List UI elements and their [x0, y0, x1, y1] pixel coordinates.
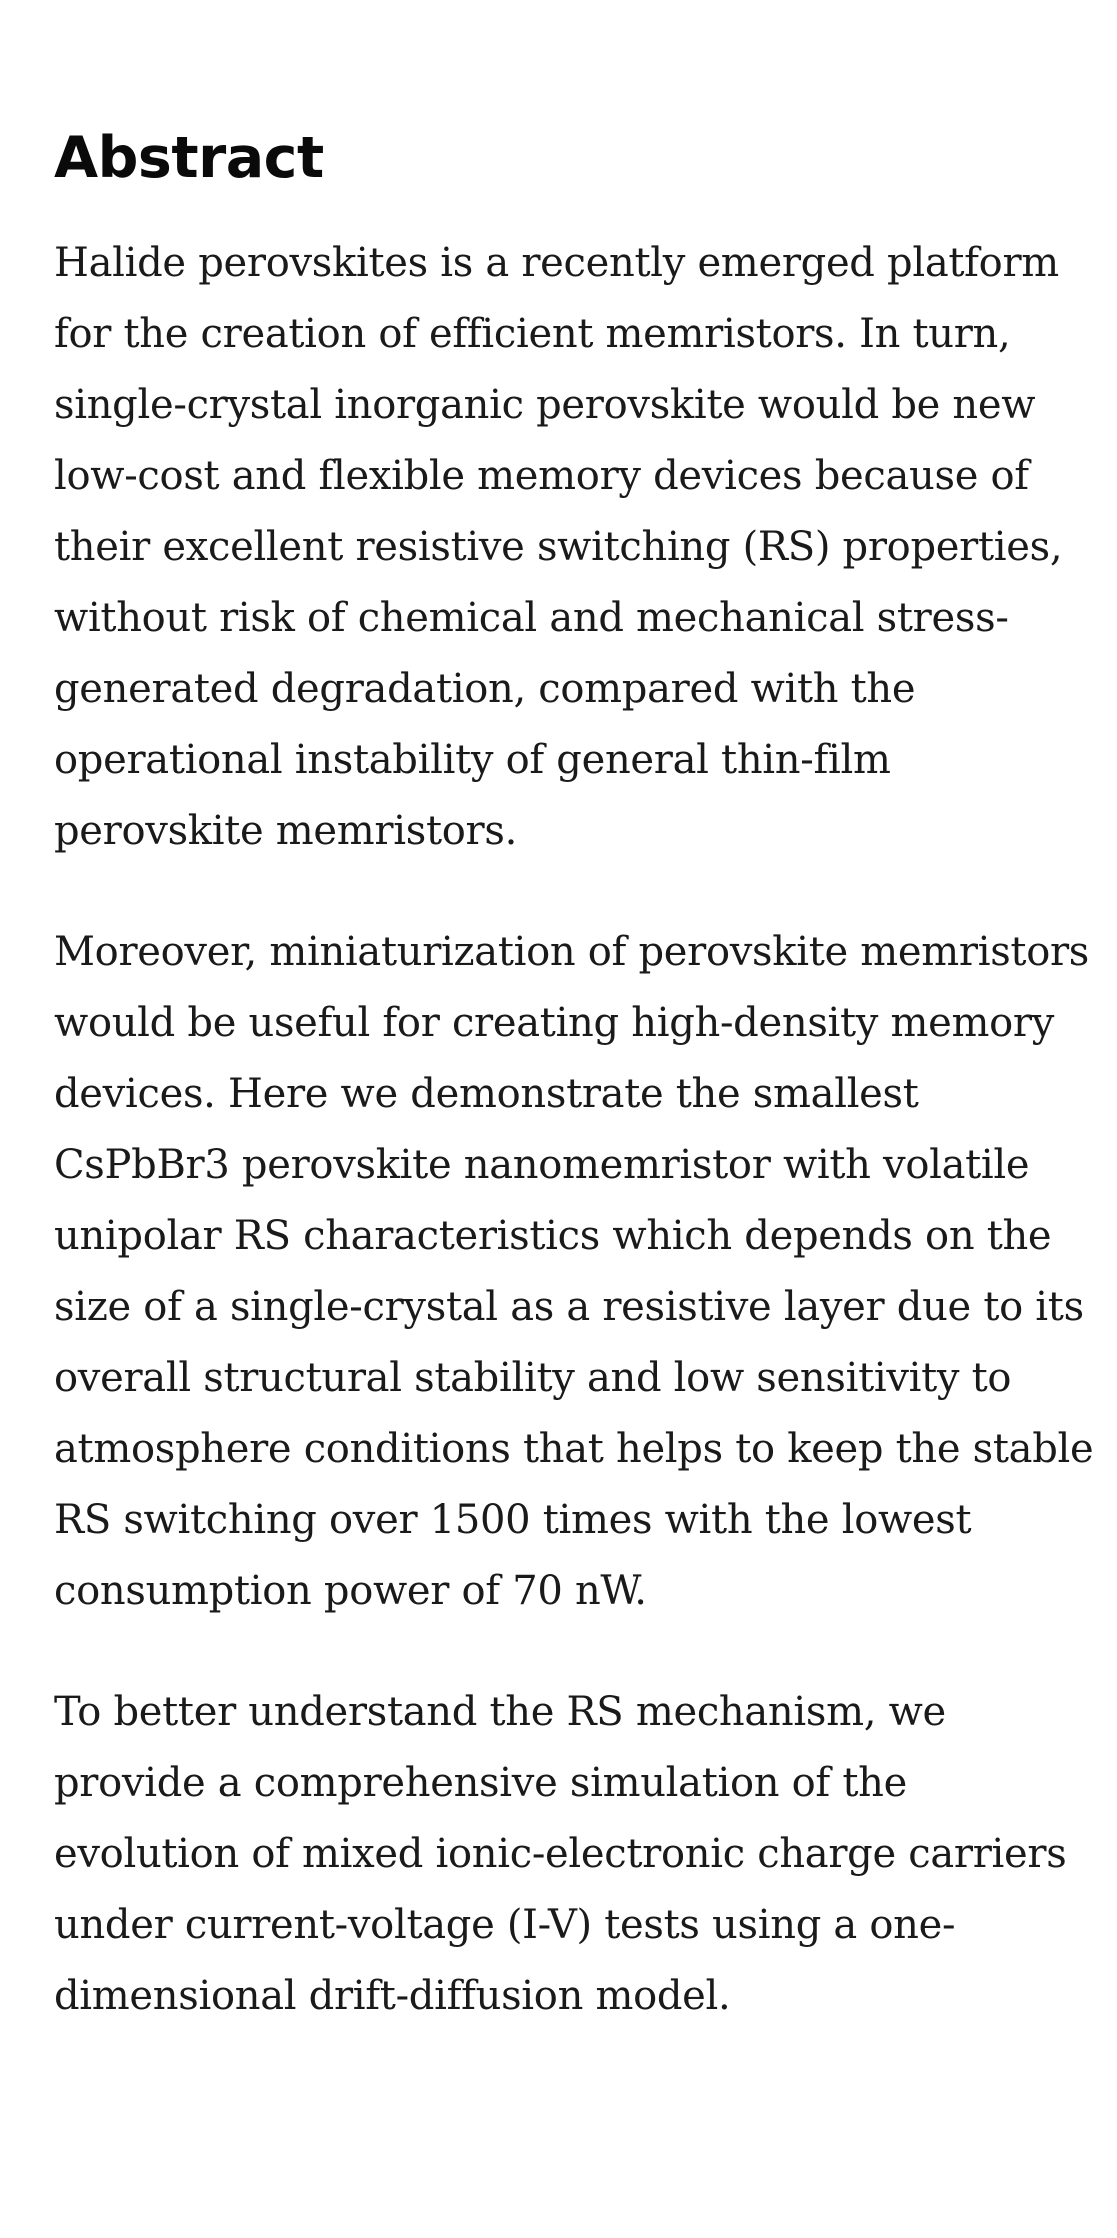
abstract-paragraph-3: To better understand the RS mechanism, we provide a comprehensive simulation of the evolution of mixed ionic-electronic charge carriers under current-voltage (I-V) tests using a one-dimensional drift-diffusion model.: [54, 1689, 1067, 2019]
abstract-paragraph-1: Halide perovskites is a recently emerged platform for the creation of efficient memristors. In turn, single-crystal inorganic perovskite would be new low-cost and flexible memory devices because of their excellent resistive switching (RS) properties, without risk of chemical and mechanical stress-generated degradation, compared with the operational instability of general thin-film perovskite memristors.: [54, 240, 1063, 854]
abstract-section: [54, 118, 1094, 2082]
abstract-paragraph-2: Moreover, miniaturization of perovskite memristors would be useful for creating high-density memory devices. Here we demonstrate the smallest CsPbBr3 perovskite nanomemristor with volatile unipolar RS characteristics which depends on the size of a single-crystal as a resistive layer due to its overall structural stability and low sensitivity to atmosphere conditions that helps to keep the stable RS switching over 1500 times with the lowest consumption power of 70 nW.: [54, 929, 1094, 1614]
abstract-heading: Abstract: [54, 125, 324, 191]
